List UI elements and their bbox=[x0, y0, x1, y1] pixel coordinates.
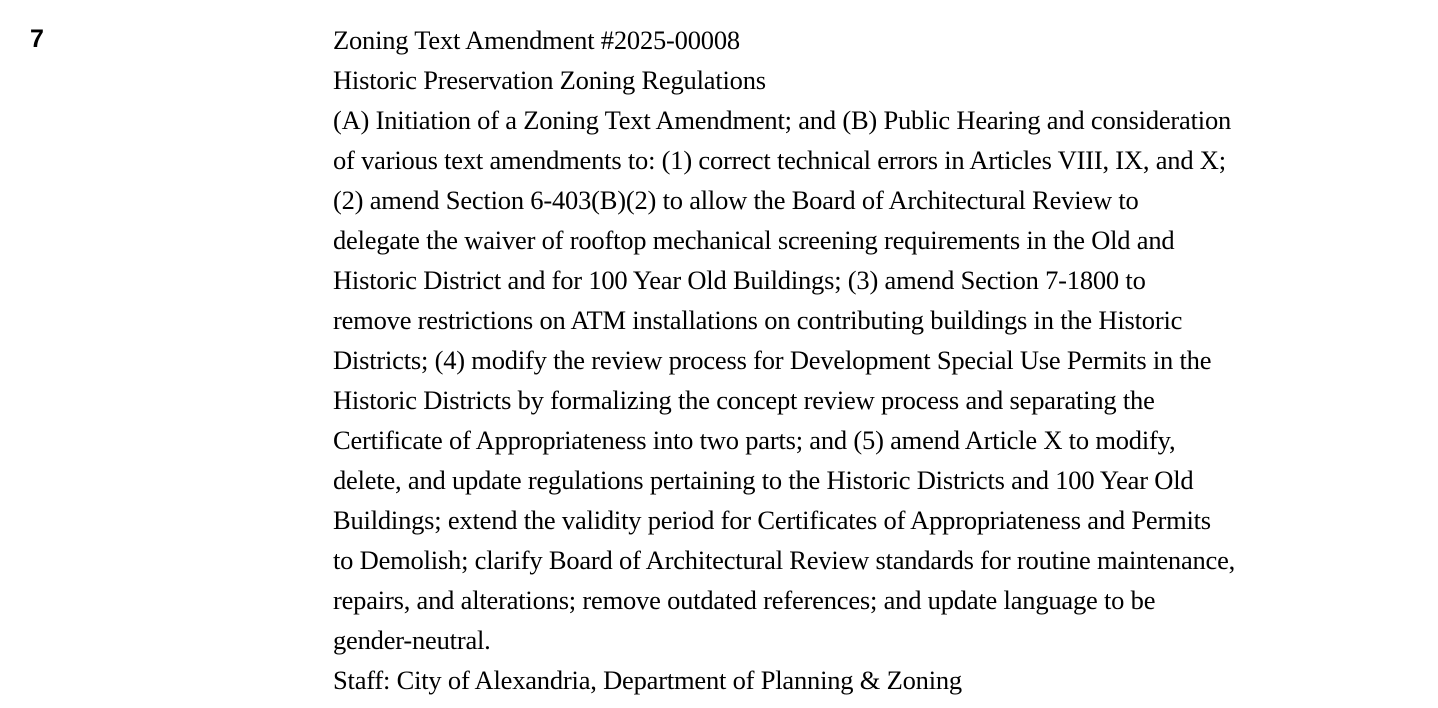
description-line: of various text amendments to: (1) correct technical errors in Articles VIII, IX, and X; bbox=[333, 145, 1226, 175]
item-body bbox=[333, 20, 1333, 700]
description-line: to Demolish; clarify Board of Architectural Review standards for routine maintenance, bbox=[333, 545, 1236, 575]
description-line: Historic Districts by formalizing the concept review process and separating the bbox=[333, 385, 1155, 415]
description-line: remove restrictions on ATM installations on contributing buildings in the Historic bbox=[333, 305, 1183, 335]
item-title: Historic Preservation Zoning Regulations bbox=[333, 65, 766, 95]
description-line: Historic District and for 100 Year Old Buildings; (3) amend Section 7-1800 to bbox=[333, 265, 1146, 295]
description-line: Buildings; extend the validity period for Certificates of Appropriateness and Permits bbox=[333, 505, 1211, 535]
staff-line: Staff: City of Alexandria, Department of Planning & Zoning bbox=[333, 665, 962, 695]
case-number: Zoning Text Amendment #2025-00008 bbox=[333, 25, 740, 55]
item-number: 7 bbox=[30, 25, 44, 53]
description-line: delegate the waiver of rooftop mechanical screening requirements in the Old and bbox=[333, 225, 1175, 255]
description-line: gender-neutral. bbox=[333, 625, 491, 655]
description-line: (A) Initiation of a Zoning Text Amendment; and (B) Public Hearing and consideration bbox=[333, 105, 1232, 135]
description-line: repairs, and alterations; remove outdated references; and update language to be bbox=[333, 585, 1156, 615]
description-line: Certificate of Appropriateness into two parts; and (5) amend Article X to modify, bbox=[333, 425, 1176, 455]
description-line: Districts; (4) modify the review process for Development Special Use Permits in the bbox=[333, 345, 1212, 375]
description-line: delete, and update regulations pertaining to the Historic Districts and 100 Year Old bbox=[333, 465, 1194, 495]
description-line: (2) amend Section 6-403(B)(2) to allow the Board of Architectural Review to bbox=[333, 185, 1139, 215]
